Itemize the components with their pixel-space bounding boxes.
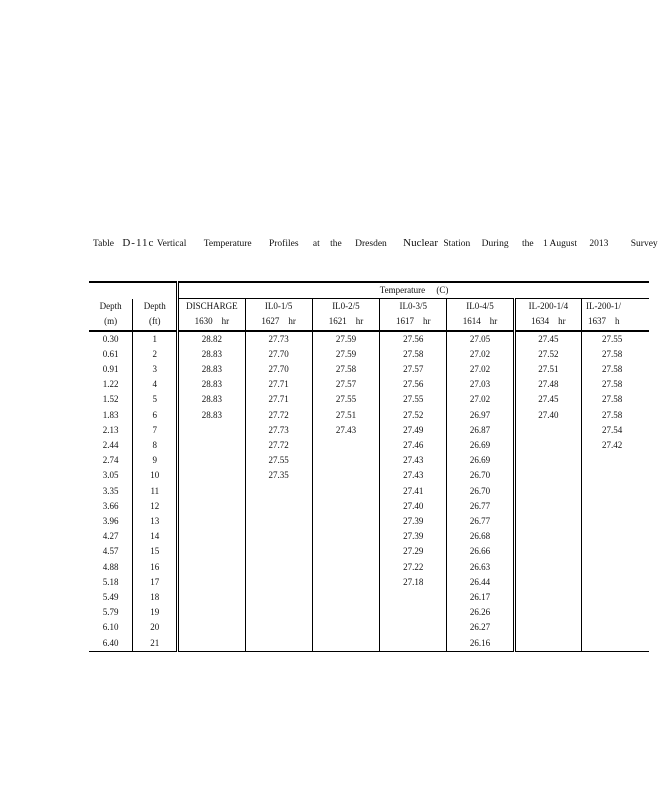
temp-cell: 27.02 — [447, 392, 514, 407]
temp-cell — [514, 499, 581, 514]
temp-cell: 27.02 — [447, 347, 514, 362]
temp-cell: 27.57 — [380, 362, 447, 377]
temp-cell: 27.58 — [312, 362, 379, 377]
depth-ft-cell: 4 — [133, 377, 178, 392]
temp-cell: 26.69 — [447, 438, 514, 453]
depth-ft-header-line1: Depth — [133, 299, 178, 315]
temp-cell — [380, 636, 447, 652]
station-name: IL0-2/5 — [312, 299, 379, 315]
table-row — [89, 620, 649, 635]
station-time: 1617 hr — [380, 314, 447, 330]
temp-cell: 26.69 — [447, 453, 514, 468]
caption-word: Survey — [630, 239, 658, 249]
temp-cell — [312, 575, 379, 590]
temp-cell — [245, 560, 312, 575]
station-name: IL-200-1/ — [581, 299, 649, 315]
table-row — [89, 468, 649, 483]
temp-cell: 28.83 — [178, 408, 245, 423]
temp-cell — [514, 620, 581, 635]
temp-cell: 27.73 — [245, 423, 312, 438]
depth-m-header-line2: (m) — [89, 314, 133, 330]
temp-cell: 27.02 — [447, 362, 514, 377]
temp-cell: 28.83 — [178, 377, 245, 392]
temp-cell — [312, 468, 379, 483]
depth-m-cell: 3.96 — [102, 516, 119, 527]
temp-cell — [178, 560, 245, 575]
temp-cell — [178, 590, 245, 605]
table-row — [89, 529, 649, 544]
temp-cell: 27.59 — [312, 347, 379, 362]
depth-m-cell: 0.91 — [102, 364, 119, 375]
temp-cell: 26.16 — [447, 636, 514, 652]
depth-ft-cell: 16 — [133, 560, 178, 575]
temp-cell: 27.45 — [514, 331, 581, 347]
depth-ft-cell: 2 — [133, 347, 178, 362]
temp-cell — [514, 529, 581, 544]
depth-m-cell: 1.22 — [102, 379, 119, 390]
temp-cell: 27.54 — [581, 423, 649, 438]
temp-cell: 27.49 — [380, 423, 447, 438]
temp-cell — [581, 560, 649, 575]
temp-cell — [581, 514, 649, 529]
temp-cell: 27.03 — [447, 377, 514, 392]
temp-cell: 27.56 — [380, 377, 447, 392]
temp-cell: 26.26 — [447, 605, 514, 620]
temp-cell: 27.56 — [380, 331, 447, 347]
table-row — [89, 347, 649, 362]
temp-cell — [514, 514, 581, 529]
temp-cell: 27.22 — [380, 560, 447, 575]
temp-cell — [312, 590, 379, 605]
temp-cell: 27.58 — [581, 362, 649, 377]
temp-cell: 26.97 — [447, 408, 514, 423]
caption-word: 1 August — [542, 239, 577, 249]
temp-cell: 27.52 — [380, 408, 447, 423]
depth-ft-cell: 7 — [133, 423, 178, 438]
temp-cell: 26.44 — [447, 575, 514, 590]
depth-ft-cell: 3 — [133, 362, 178, 377]
depth-m-cell: 4.88 — [102, 561, 119, 572]
temp-cell: 27.58 — [380, 347, 447, 362]
caption-word: 2013 — [589, 239, 609, 249]
depth-m-cell: 0.30 — [102, 333, 119, 344]
depth-m-cell: 0.61 — [102, 348, 119, 359]
temp-cell — [178, 514, 245, 529]
caption-word: During — [481, 239, 509, 249]
temp-cell: 27.05 — [447, 331, 514, 347]
temp-cell: 27.72 — [245, 408, 312, 423]
depth-ft-cell: 17 — [133, 575, 178, 590]
temp-cell: 27.40 — [380, 499, 447, 514]
temp-cell: 27.35 — [245, 468, 312, 483]
caption-word: at — [312, 239, 320, 249]
table-row — [89, 605, 649, 620]
temp-cell — [514, 484, 581, 499]
caption-word: the — [521, 239, 534, 249]
temp-cell — [245, 544, 312, 559]
table-row — [89, 438, 649, 453]
temp-cell: 27.29 — [380, 544, 447, 559]
temperature-table-frame — [89, 281, 623, 648]
temp-cell — [312, 560, 379, 575]
depth-m-cell: 3.66 — [102, 500, 119, 511]
temp-cell — [245, 590, 312, 605]
temp-cell — [178, 575, 245, 590]
table-row — [89, 575, 649, 590]
temp-cell — [581, 499, 649, 514]
temp-cell: 27.55 — [380, 392, 447, 407]
temp-cell — [514, 575, 581, 590]
temp-cell — [514, 453, 581, 468]
temp-cell: 27.70 — [245, 362, 312, 377]
temp-cell — [514, 468, 581, 483]
caption-word: Vertical — [156, 239, 187, 249]
temp-cell — [312, 544, 379, 559]
temp-cell — [178, 605, 245, 620]
temp-cell — [581, 529, 649, 544]
temp-cell: 26.77 — [447, 499, 514, 514]
table-row — [89, 636, 649, 652]
temp-cell — [312, 453, 379, 468]
depth-m-cell: 5.49 — [102, 592, 119, 603]
temp-cell — [514, 438, 581, 453]
temp-cell — [245, 529, 312, 544]
temp-cell: 27.73 — [245, 331, 312, 347]
temp-cell — [178, 468, 245, 483]
temp-cell: 27.72 — [245, 438, 312, 453]
table-row — [89, 377, 649, 392]
temp-cell — [581, 453, 649, 468]
temp-cell — [312, 484, 379, 499]
depth-ft-cell: 21 — [133, 636, 178, 652]
temp-cell — [312, 620, 379, 635]
temp-cell — [581, 468, 649, 483]
temp-cell — [581, 605, 649, 620]
temp-cell: 27.18 — [380, 575, 447, 590]
station-name: IL0-3/5 — [380, 299, 447, 315]
table-row — [89, 560, 649, 575]
depth-m-cell: 1.83 — [102, 409, 119, 420]
depth-m-cell: 5.18 — [102, 576, 119, 587]
temp-cell — [514, 423, 581, 438]
temp-cell: 27.71 — [245, 392, 312, 407]
temp-cell: 27.43 — [380, 453, 447, 468]
station-time: 1637 h — [581, 314, 649, 330]
depth-m-cell: 2.74 — [102, 455, 119, 466]
temperature-table — [89, 281, 649, 652]
caption-word: Nuclear — [403, 237, 438, 249]
depth-m-cell: 4.27 — [102, 531, 119, 542]
temp-cell — [514, 560, 581, 575]
depth-m-cell: 4.57 — [102, 546, 119, 557]
temp-cell — [178, 636, 245, 652]
temp-cell: 28.83 — [178, 392, 245, 407]
temp-cell: 27.51 — [312, 408, 379, 423]
temperature-group-header: Temperature (C) — [178, 282, 649, 299]
caption-table-id: D-11c — [122, 237, 155, 249]
depth-m-cell: 3.35 — [102, 485, 119, 496]
temp-cell — [312, 499, 379, 514]
depth-ft-cell: 5 — [133, 392, 178, 407]
depth-m-cell: 3.05 — [102, 470, 119, 481]
depth-m-cell: 6.40 — [89, 636, 133, 652]
depth-ft-cell: 10 — [133, 468, 178, 483]
temp-cell — [178, 438, 245, 453]
temp-cell: 27.45 — [514, 392, 581, 407]
temp-cell — [178, 484, 245, 499]
station-time: 1627 hr — [245, 314, 312, 330]
temp-cell: 27.71 — [245, 377, 312, 392]
temp-cell — [581, 575, 649, 590]
caption-word: Dresden — [355, 239, 387, 249]
temp-cell: 27.70 — [245, 347, 312, 362]
depth-ft-cell: 8 — [133, 438, 178, 453]
temp-cell: 28.83 — [178, 347, 245, 362]
temp-cell: 27.52 — [514, 347, 581, 362]
temp-cell: 27.40 — [514, 408, 581, 423]
temp-cell: 26.70 — [447, 484, 514, 499]
temp-cell: 26.17 — [447, 590, 514, 605]
table-row — [89, 544, 649, 559]
temp-cell: 27.55 — [245, 453, 312, 468]
temp-cell — [178, 499, 245, 514]
temp-cell: 27.55 — [312, 392, 379, 407]
depth-ft-cell: 6 — [133, 408, 178, 423]
temp-cell — [245, 605, 312, 620]
table-caption — [93, 237, 658, 249]
temp-cell: 26.68 — [447, 529, 514, 544]
station-time: 1621 hr — [312, 314, 379, 330]
temp-cell: 26.77 — [447, 514, 514, 529]
depth-m-cell: 1.52 — [102, 394, 119, 405]
temp-cell: 27.43 — [380, 468, 447, 483]
depth-ft-cell: 15 — [133, 544, 178, 559]
temp-cell: 26.70 — [447, 468, 514, 483]
temp-cell — [581, 636, 649, 652]
temp-cell — [312, 529, 379, 544]
table-row — [89, 423, 649, 438]
temp-cell — [245, 514, 312, 529]
table-row — [89, 484, 649, 499]
station-name: IL0-1/5 — [245, 299, 312, 315]
depth-m-header-line1: Depth — [99, 300, 122, 311]
temp-cell: 27.57 — [312, 377, 379, 392]
temp-cell — [581, 620, 649, 635]
temp-cell — [178, 544, 245, 559]
depth-m-cell: 2.13 — [102, 424, 119, 435]
temp-cell — [514, 636, 581, 652]
depth-m-cell: 6.10 — [102, 622, 119, 633]
table-row — [89, 514, 649, 529]
temp-cell — [178, 423, 245, 438]
station-name: DISCHARGE — [178, 299, 245, 315]
temp-cell — [178, 529, 245, 544]
depth-ft-cell: 1 — [133, 331, 178, 347]
temp-cell — [312, 438, 379, 453]
depth-ft-cell: 14 — [133, 529, 178, 544]
table-row — [89, 590, 649, 605]
table-row — [89, 392, 649, 407]
temp-cell: 27.58 — [581, 408, 649, 423]
caption-word: Station — [443, 239, 471, 249]
temp-cell: 27.58 — [581, 347, 649, 362]
temp-cell: 27.39 — [380, 529, 447, 544]
temp-cell: 27.41 — [380, 484, 447, 499]
station-time: 1630 hr — [178, 314, 245, 330]
temp-cell: 26.27 — [447, 620, 514, 635]
table-row — [89, 331, 649, 347]
temp-cell — [178, 620, 245, 635]
depth-ft-cell: 18 — [133, 590, 178, 605]
depth-ft-cell: 9 — [133, 453, 178, 468]
temp-cell: 27.42 — [581, 438, 649, 453]
temp-cell: 27.59 — [312, 331, 379, 347]
table-row — [89, 499, 649, 514]
temp-cell — [581, 590, 649, 605]
temp-cell — [245, 484, 312, 499]
temp-cell — [514, 544, 581, 559]
depth-m-cell: 2.44 — [102, 440, 119, 451]
table-row — [89, 408, 649, 423]
temp-cell: 27.39 — [380, 514, 447, 529]
depth-m-cell: 5.79 — [102, 607, 119, 618]
temp-cell: 26.66 — [447, 544, 514, 559]
temp-cell: 27.46 — [380, 438, 447, 453]
table-row — [89, 362, 649, 377]
temp-cell: 28.82 — [178, 331, 245, 347]
temp-cell: 27.55 — [581, 331, 649, 347]
depth-ft-cell: 12 — [133, 499, 178, 514]
temp-cell: 27.48 — [514, 377, 581, 392]
station-name: IL-200-1/4 — [514, 299, 581, 315]
temp-cell — [581, 484, 649, 499]
temp-cell — [380, 605, 447, 620]
temp-cell — [245, 636, 312, 652]
temp-cell — [581, 544, 649, 559]
temp-cell: 27.58 — [581, 392, 649, 407]
temp-cell — [380, 620, 447, 635]
station-time: 1634 hr — [514, 314, 581, 330]
caption-word: Profiles — [268, 239, 299, 249]
temp-cell: 27.51 — [514, 362, 581, 377]
depth-ft-cell: 19 — [133, 605, 178, 620]
temp-cell: 27.58 — [581, 377, 649, 392]
depth-ft-cell: 13 — [133, 514, 178, 529]
temp-cell — [245, 575, 312, 590]
temp-cell — [245, 499, 312, 514]
station-name: IL0-4/5 — [447, 299, 514, 315]
depth-ft-header-line2: (ft) — [133, 314, 178, 330]
table-body — [89, 331, 649, 652]
temp-cell — [245, 620, 312, 635]
temp-cell — [312, 605, 379, 620]
depth-ft-cell: 11 — [133, 484, 178, 499]
temp-cell: 27.43 — [312, 423, 379, 438]
temp-cell: 26.87 — [447, 423, 514, 438]
temp-cell — [514, 590, 581, 605]
caption-word: Temperature — [203, 239, 252, 249]
caption-word: the — [330, 239, 342, 249]
temp-cell — [178, 453, 245, 468]
temp-cell — [514, 605, 581, 620]
table-row — [89, 453, 649, 468]
station-time: 1614 hr — [447, 314, 514, 330]
depth-ft-cell: 20 — [133, 620, 178, 635]
temp-cell — [312, 636, 379, 652]
caption-table-label: Table — [93, 239, 114, 249]
temp-cell — [312, 514, 379, 529]
temp-cell: 26.63 — [447, 560, 514, 575]
temp-cell: 28.83 — [178, 362, 245, 377]
temp-cell — [380, 590, 447, 605]
